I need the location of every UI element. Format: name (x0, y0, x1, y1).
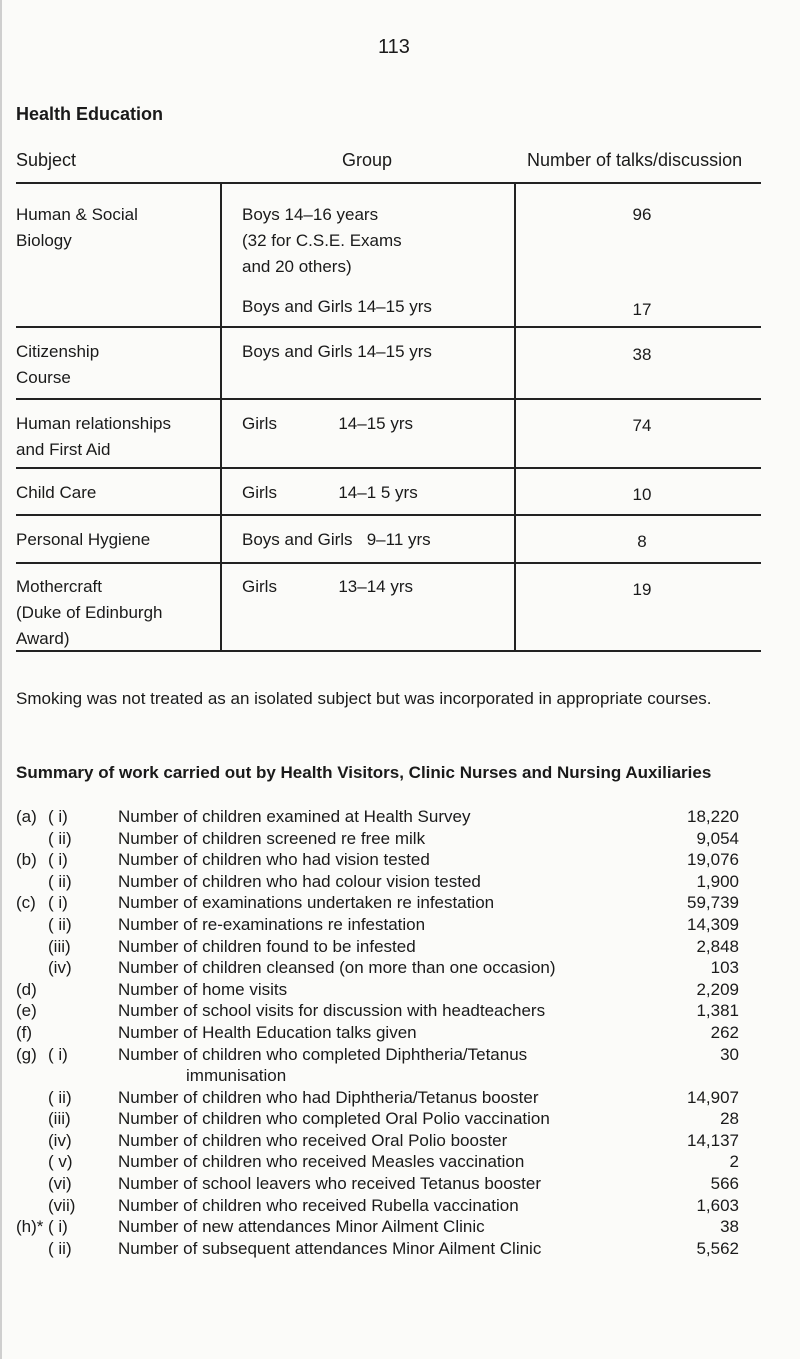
table-cell-number: 96 (632, 205, 652, 224)
item-sub-label: (iv) (48, 1130, 72, 1150)
summary-title: Summary of work carried out by Health Visitors, Clinic Nurses and Nursing Auxiliaries (16, 763, 712, 782)
item-value: 1,381 (696, 1001, 739, 1021)
item-label: (b) (16, 850, 37, 870)
list-item (0, 1000, 800, 1022)
item-description: Number of children found to be infested (118, 936, 416, 956)
item-value: 14,907 (687, 1087, 739, 1107)
item-description: Number of children who received Rubella vaccination (118, 1195, 519, 1215)
list-item (0, 1216, 800, 1238)
item-value: 30 (720, 1044, 739, 1064)
table-cell-subject: Mothercraft (Duke of Edinburgh Award) (16, 577, 163, 648)
list-item (0, 1044, 800, 1087)
table-cell-number: 8 (637, 532, 647, 551)
item-description: Number of children cleansed (on more than one occasion) (118, 958, 556, 978)
table-cell-subject: Human & Social Biology (16, 205, 138, 250)
item-value: 28 (720, 1109, 739, 1129)
item-sub-label: ( v) (48, 1152, 73, 1172)
list-item (0, 1151, 800, 1173)
list-item (0, 806, 800, 828)
item-value: 2 (729, 1152, 739, 1172)
item-description: Number of children screened re free milk (118, 828, 426, 848)
item-value: 19,076 (687, 850, 739, 870)
item-label: (c) (16, 893, 36, 913)
item-description: Number of new attendances Minor Ailment Clinic (118, 1217, 485, 1237)
table-cell-group: Boys and Girls 14–15 yrs (242, 297, 432, 316)
item-description: Number of children who completed Diphtheria/Tetanus (118, 1044, 528, 1064)
item-description: Number of examinations undertaken re infestation (118, 893, 495, 913)
item-value: 5,562 (696, 1238, 739, 1258)
list-item (0, 936, 800, 958)
item-value: 1,900 (696, 871, 739, 891)
item-description: Number of subsequent attendances Minor Ailment Clinic (118, 1238, 542, 1258)
list-item (0, 1130, 800, 1152)
list-item (0, 957, 800, 979)
item-sub-label: ( ii) (48, 828, 72, 848)
item-description: Number of children who had Diphtheria/Tetanus booster (118, 1087, 539, 1107)
item-label: (a) (16, 807, 37, 826)
item-label: (h)* (16, 1217, 44, 1237)
item-label: (d) (16, 979, 37, 999)
item-sub-label: (iv) (48, 958, 72, 978)
table-cell-group: Girls 14–15 yrs (242, 414, 413, 433)
item-sub-label: (iii) (48, 1109, 71, 1129)
table-cell-number: 19 (632, 580, 652, 599)
item-description: Number of home visits (118, 979, 288, 999)
list-item (0, 849, 800, 871)
table-cell-number: 17 (632, 300, 652, 319)
table-cell-group: Boys 14–16 years (32 for C.S.E. Exams and 20 others) (242, 205, 402, 276)
item-description: Number of children who had vision tested (118, 850, 430, 870)
table-cell-number: 10 (632, 485, 652, 504)
item-sub-label: ( i) (48, 807, 68, 826)
list-item (0, 871, 800, 893)
item-value: 2,209 (696, 979, 739, 999)
table-cell-number: 74 (632, 416, 652, 435)
item-description: Number of school visits for discussion with headteachers (118, 1001, 546, 1021)
item-sub-label: ( ii) (48, 914, 72, 934)
item-value: 566 (710, 1173, 739, 1193)
item-sub-label: (iii) (48, 936, 71, 956)
item-sub-label: ( i) (48, 1217, 68, 1237)
item-description: Number of children who received Measles vaccination (118, 1152, 525, 1172)
item-value: 59,739 (687, 893, 739, 913)
list-item (0, 1022, 800, 1044)
column-header-group: Group (342, 150, 393, 170)
item-description: Number of children who received Oral Polio booster (118, 1130, 508, 1150)
list-item (0, 914, 800, 936)
item-sub-label: ( i) (48, 893, 68, 913)
item-label: (g) (16, 1044, 37, 1064)
list-item (0, 1108, 800, 1130)
column-header-number: Number of talks/discussion (527, 150, 743, 170)
list-item (0, 1238, 800, 1260)
item-value: 103 (710, 958, 739, 978)
item-value: 38 (720, 1217, 739, 1237)
item-description: Number of Health Education talks given (118, 1022, 417, 1042)
list-item (0, 979, 800, 1001)
item-description: Number of children examined at Health Survey (118, 807, 471, 826)
table-cell-group: Boys and Girls 9–11 yrs (242, 530, 431, 549)
table-cell-subject: Citizenship Course (16, 342, 100, 387)
item-value: 262 (710, 1022, 739, 1042)
list-item (0, 892, 800, 914)
item-sub-label: ( ii) (48, 871, 72, 891)
item-label: (f) (16, 1022, 33, 1042)
item-sub-label: ( i) (48, 850, 68, 870)
item-label: (e) (16, 1001, 37, 1021)
section-heading: Health Education (16, 104, 164, 124)
item-description: Number of re-examinations re infestation (118, 914, 426, 934)
table-cell-number: 38 (632, 345, 652, 364)
item-value: 9,054 (696, 828, 739, 848)
table-cell-group: Girls 13–14 yrs (242, 577, 413, 596)
table-cell-group: Boys and Girls 14–15 yrs (242, 342, 432, 361)
item-value: 14,137 (687, 1130, 739, 1150)
list-item (0, 1173, 800, 1195)
list-item (0, 1087, 800, 1109)
item-sub-label: ( i) (48, 1044, 68, 1064)
page-number: 113 (378, 36, 410, 58)
item-value: 14,309 (687, 914, 739, 934)
table-cell-subject: Human relationships and First Aid (16, 414, 171, 459)
item-value: 1,603 (696, 1195, 739, 1215)
list-item (0, 828, 800, 850)
item-value: 18,220 (687, 807, 739, 826)
item-sub-label: (vii) (48, 1195, 76, 1215)
column-header-subject: Subject (16, 150, 77, 170)
item-description: Number of school leavers who received Tetanus booster (118, 1173, 542, 1193)
item-value: 2,848 (696, 936, 739, 956)
item-description-continuation: immunisation (186, 1065, 287, 1085)
item-sub-label: (vi) (48, 1173, 72, 1193)
table-cell-group: Girls 14–1 5 yrs (242, 483, 418, 502)
item-description: Number of children who had colour vision tested (118, 871, 481, 891)
summary-list (0, 806, 800, 1259)
item-description: Number of children who completed Oral Polio vaccination (118, 1109, 550, 1129)
list-item (0, 1195, 800, 1217)
item-sub-label: ( ii) (48, 1087, 72, 1107)
item-sub-label: ( ii) (48, 1238, 72, 1258)
note-paragraph: Smoking was not treated as an isolated subject but was incorporated in appropriate courses. (16, 689, 712, 708)
table-cell-subject: Child Care (16, 483, 97, 502)
table-cell-subject: Personal Hygiene (16, 530, 151, 549)
